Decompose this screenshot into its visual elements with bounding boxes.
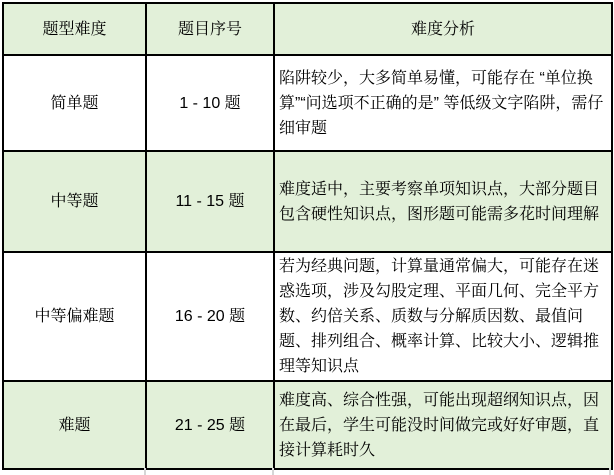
cell-analysis: 难度适中，主要考察单项知识点，大部分题目包含硬性知识点，图形题可能需多花时间理解: [274, 151, 612, 252]
header-difficulty-type: 题型难度: [3, 3, 146, 55]
table-row: [3, 151, 612, 252]
table-row: [3, 55, 612, 151]
cell-analysis: 若为经典问题，计算量通常偏大，可能存在迷惑选项，涉及勾股定理、平面几何、完全平方数、约倍关系、质数与分解质因数、最值问题、排列组合、概率计算、比较大小、逻辑推理等知识点: [274, 252, 612, 381]
cell-question-range: 21 - 25 题: [146, 381, 274, 469]
cell-analysis: 陷阱较少，大多简单易懂，可能存在 “单位换算”“问选项不正确的是” 等低级文字陷阱，需仔细审题: [274, 55, 612, 151]
gridline-sliver: [144, 468, 146, 475]
cell-difficulty-type: 中等题: [3, 151, 146, 252]
cell-question-range: 16 - 20 题: [146, 252, 274, 381]
cell-difficulty-type: 难题: [3, 381, 146, 469]
cell-question-range: 1 - 10 题: [146, 55, 274, 151]
cell-question-range: 11 - 15 题: [146, 151, 274, 252]
table-header-row: [3, 3, 612, 55]
header-question-range: 题目序号: [146, 3, 274, 55]
cell-difficulty-type: 中等偏难题: [3, 252, 146, 381]
gridline-sliver: [272, 468, 274, 475]
gridline-sliver: [609, 468, 611, 475]
cell-difficulty-type: 简单题: [3, 55, 146, 151]
difficulty-table: [2, 2, 613, 470]
table-row: [3, 252, 612, 381]
header-difficulty-analysis: 难度分析: [274, 3, 612, 55]
cell-analysis: 难度高、综合性强，可能出现超纲知识点，因在最后，学生可能没时间做完或好好审题，直接计算耗时久: [274, 381, 612, 469]
table-row: [3, 381, 612, 469]
